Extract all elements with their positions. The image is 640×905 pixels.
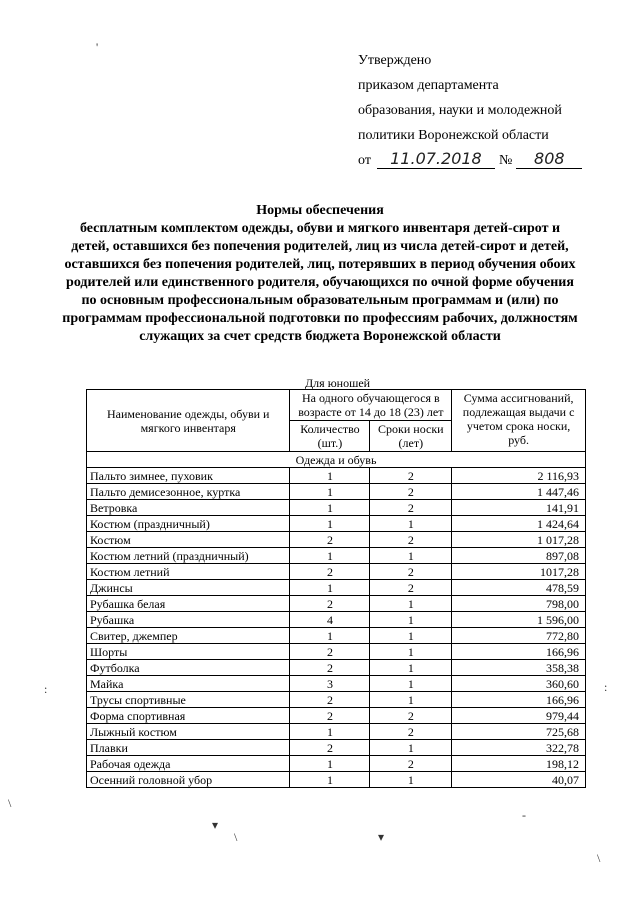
table-row bbox=[87, 644, 586, 660]
cell-sum: 798,00 bbox=[452, 596, 586, 612]
approval-block bbox=[358, 48, 582, 173]
table-row bbox=[87, 612, 586, 628]
cell-sum: 1 596,00 bbox=[452, 612, 586, 628]
cell-term: 2 bbox=[370, 468, 452, 484]
cell-name: Майка bbox=[87, 676, 290, 692]
order-date: 11.07.2018 bbox=[377, 150, 495, 169]
cell-term: 2 bbox=[370, 708, 452, 724]
cell-term: 1 bbox=[370, 596, 452, 612]
col-name-header: Наименование одежды, обуви и мягкого инвентаря bbox=[87, 390, 290, 452]
cell-name: Свитер, джемпер bbox=[87, 628, 290, 644]
cell-sum: 166,96 bbox=[452, 692, 586, 708]
cell-term: 2 bbox=[370, 532, 452, 548]
scan-speck: ▾ bbox=[212, 818, 219, 832]
cell-name: Трусы спортивные bbox=[87, 692, 290, 708]
cell-term: 1 bbox=[370, 548, 452, 564]
cell-qty: 2 bbox=[290, 692, 370, 708]
cell-qty: 1 bbox=[290, 484, 370, 500]
cell-name: Лыжный костюм bbox=[87, 724, 290, 740]
cell-sum: 2 116,93 bbox=[452, 468, 586, 484]
cell-qty: 1 bbox=[290, 516, 370, 532]
table-row bbox=[87, 676, 586, 692]
cell-sum: 358,38 bbox=[452, 660, 586, 676]
cell-qty: 1 bbox=[290, 548, 370, 564]
cell-qty: 2 bbox=[290, 740, 370, 756]
cell-name: Пальто демисезонное, куртка bbox=[87, 484, 290, 500]
scan-speck: : bbox=[604, 680, 608, 694]
section-label: Одежда и обувь bbox=[87, 452, 586, 468]
table-row bbox=[87, 692, 586, 708]
cell-term: 2 bbox=[370, 564, 452, 580]
table-caption: Для юношей bbox=[305, 376, 371, 390]
col-sum-header: Сумма ассигнований, подлежащая выдачи с учетом срока носки, руб. bbox=[452, 390, 586, 452]
cell-term: 2 bbox=[370, 724, 452, 740]
table-row bbox=[87, 596, 586, 612]
cell-sum: 1 447,46 bbox=[452, 484, 586, 500]
table-row bbox=[87, 724, 586, 740]
cell-term: 1 bbox=[370, 644, 452, 660]
cell-sum: 166,96 bbox=[452, 644, 586, 660]
scan-speck: : bbox=[44, 682, 48, 696]
cell-term: 1 bbox=[370, 740, 452, 756]
cell-term: 1 bbox=[370, 660, 452, 676]
cell-term: 1 bbox=[370, 612, 452, 628]
cell-term: 1 bbox=[370, 676, 452, 692]
cell-name: Рабочая одежда bbox=[87, 756, 290, 772]
cell-name: Костюм летний (праздничный) bbox=[87, 548, 290, 564]
table-row bbox=[87, 532, 586, 548]
cell-name: Форма спортивная bbox=[87, 708, 290, 724]
cell-qty: 2 bbox=[290, 644, 370, 660]
cell-name: Джинсы bbox=[87, 580, 290, 596]
scan-speck: ' bbox=[96, 40, 99, 54]
cell-term: 2 bbox=[370, 484, 452, 500]
cell-sum: 1017,28 bbox=[452, 564, 586, 580]
cell-term: 2 bbox=[370, 580, 452, 596]
table-row bbox=[87, 468, 586, 484]
cell-term: 1 bbox=[370, 772, 452, 788]
cell-qty: 2 bbox=[290, 564, 370, 580]
cell-term: 1 bbox=[370, 628, 452, 644]
cell-name: Шорты bbox=[87, 644, 290, 660]
cell-term: 1 bbox=[370, 516, 452, 532]
col-term-header: Сроки носки (лет) bbox=[370, 421, 452, 452]
title-body: бесплатным комплектом одежды, обуви и мягкого инвентаря детей-сирот и детей, оставшихся без попечения родителей, лиц из числа детей-сирот и детей, оставшихся без попечения родителей, лиц, потерявших в период обучения обоих родителей или единственного родителя, обучающихся по очной форме обучения по основным профессиональным образовательным программам и (или) по программам профессиональной подготовки по профессиям рабочих, должностям служащих за счет средств бюджета Воронежской области bbox=[62, 221, 578, 344]
cell-qty: 1 bbox=[290, 772, 370, 788]
table-row bbox=[87, 580, 586, 596]
cell-qty: 1 bbox=[290, 468, 370, 484]
scan-speck: ▾ bbox=[378, 830, 385, 844]
cell-name: Пальто зимнее, пуховик bbox=[87, 468, 290, 484]
cell-sum: 1 424,64 bbox=[452, 516, 586, 532]
cell-sum: 725,68 bbox=[452, 724, 586, 740]
table-row bbox=[87, 772, 586, 788]
cell-name: Осенний головной убор bbox=[87, 772, 290, 788]
table-row bbox=[87, 564, 586, 580]
approval-line-2: приказом департамента bbox=[358, 78, 499, 93]
title-heading: Нормы обеспечения bbox=[256, 203, 384, 218]
cell-name: Костюм (праздничный) bbox=[87, 516, 290, 532]
cell-qty: 2 bbox=[290, 596, 370, 612]
table-row bbox=[87, 756, 586, 772]
approval-line-1: Утверждено bbox=[358, 53, 432, 68]
cell-name: Костюм летний bbox=[87, 564, 290, 580]
table-row bbox=[87, 516, 586, 532]
order-number: 808 bbox=[516, 150, 582, 169]
table-row bbox=[87, 548, 586, 564]
cell-sum: 478,59 bbox=[452, 580, 586, 596]
cell-sum: 360,60 bbox=[452, 676, 586, 692]
cell-sum: 1 017,28 bbox=[452, 532, 586, 548]
table-row bbox=[87, 708, 586, 724]
cell-sum: 897,08 bbox=[452, 548, 586, 564]
approval-line-4: политики Воронежской области bbox=[358, 128, 549, 143]
table-row bbox=[87, 660, 586, 676]
approval-line-3: образования, науки и молодежной bbox=[358, 103, 562, 118]
cell-qty: 1 bbox=[290, 580, 370, 596]
cell-sum: 198,12 bbox=[452, 756, 586, 772]
cell-term: 2 bbox=[370, 500, 452, 516]
scan-speck: \ bbox=[597, 851, 601, 865]
cell-sum: 979,44 bbox=[452, 708, 586, 724]
cell-sum: 40,07 bbox=[452, 772, 586, 788]
table-row bbox=[87, 628, 586, 644]
cell-name: Рубашка bbox=[87, 612, 290, 628]
cell-name: Футболка bbox=[87, 660, 290, 676]
norms-table bbox=[86, 389, 586, 788]
cell-qty: 2 bbox=[290, 660, 370, 676]
number-label: № bbox=[498, 153, 513, 168]
cell-qty: 2 bbox=[290, 708, 370, 724]
cell-qty: 4 bbox=[290, 612, 370, 628]
cell-name: Костюм bbox=[87, 532, 290, 548]
col-qty-header: Количество (шт.) bbox=[290, 421, 370, 452]
scan-speck: - bbox=[522, 808, 526, 822]
cell-qty: 3 bbox=[290, 676, 370, 692]
section-row bbox=[87, 452, 586, 468]
cell-qty: 1 bbox=[290, 500, 370, 516]
cell-name: Рубашка белая bbox=[87, 596, 290, 612]
cell-sum: 322,78 bbox=[452, 740, 586, 756]
table-header-row bbox=[87, 390, 586, 421]
from-label: от bbox=[358, 153, 371, 168]
document-title bbox=[60, 202, 580, 346]
table-row bbox=[87, 484, 586, 500]
col-group-header: На одного обучающегося в возрасте от 14 до 18 (23) лет bbox=[290, 390, 452, 421]
cell-term: 2 bbox=[370, 756, 452, 772]
table-row bbox=[87, 740, 586, 756]
cell-qty: 1 bbox=[290, 724, 370, 740]
cell-name: Ветровка bbox=[87, 500, 290, 516]
cell-sum: 141,91 bbox=[452, 500, 586, 516]
table-row bbox=[87, 500, 586, 516]
cell-name: Плавки bbox=[87, 740, 290, 756]
approval-sign-line bbox=[358, 148, 582, 173]
cell-sum: 772,80 bbox=[452, 628, 586, 644]
cell-term: 1 bbox=[370, 692, 452, 708]
cell-qty: 1 bbox=[290, 628, 370, 644]
cell-qty: 1 bbox=[290, 756, 370, 772]
scan-speck: \ bbox=[234, 830, 238, 844]
scan-speck: \ bbox=[8, 796, 12, 810]
cell-qty: 2 bbox=[290, 532, 370, 548]
